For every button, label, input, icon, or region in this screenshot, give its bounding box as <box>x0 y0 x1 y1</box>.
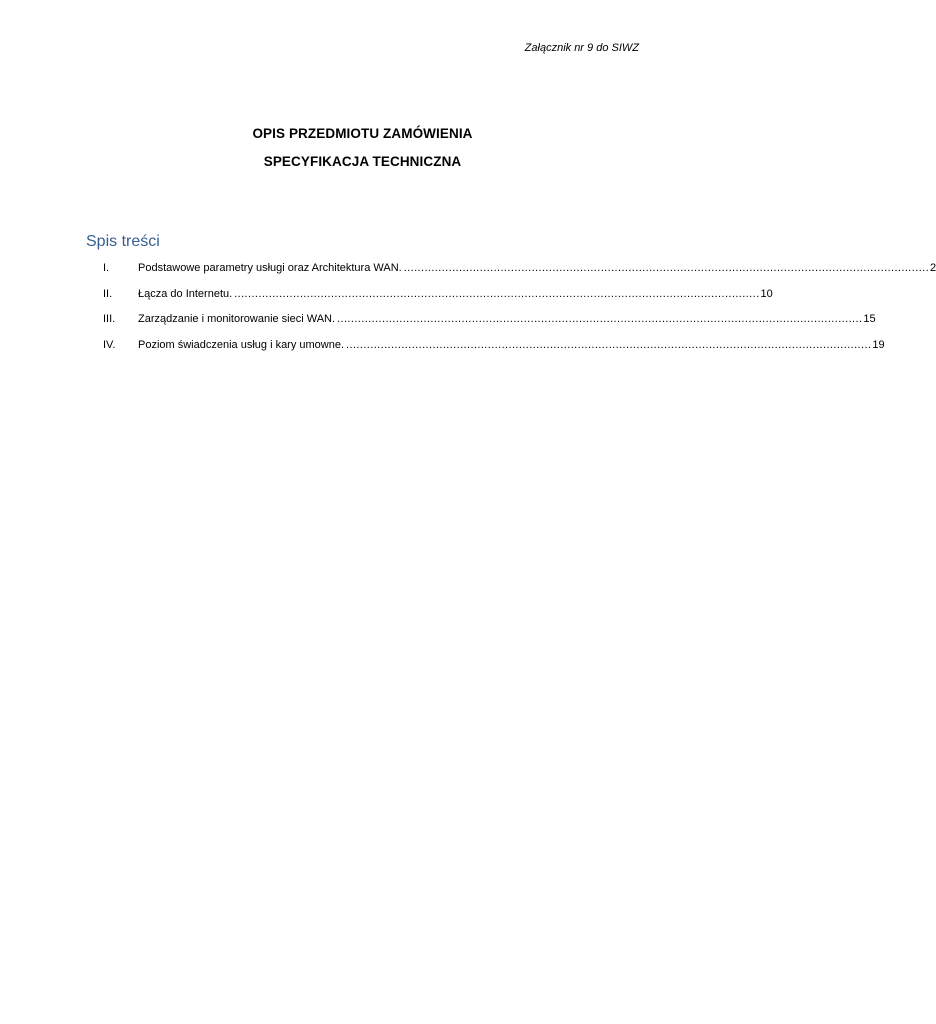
toc-entry-number: II. <box>103 287 113 300</box>
toc-entry-number: I. <box>103 262 110 274</box>
attachment-note: Załącznik nr 9 do SIWZ <box>524 42 639 54</box>
toc-entry-title: Podstawowe parametry usługi oraz Architektura WAN. <box>138 262 402 274</box>
title-line-2: SPECYFIKACJA TECHNICZNA <box>263 154 462 169</box>
toc-entry-page: 2 <box>930 262 936 274</box>
toc-entry-number: III. <box>103 313 116 325</box>
toc-entry[interactable] <box>103 313 876 339</box>
toc-entry[interactable] <box>103 287 773 314</box>
document-title <box>0 120 725 176</box>
toc-dot-leader: ........................................................................................................................................................ <box>337 313 863 325</box>
toc-entry-number: IV. <box>103 338 116 351</box>
toc-entry-title: Poziom świadczenia usług i kary umowne. <box>138 338 345 351</box>
toc-entry-page: 19 <box>872 338 885 351</box>
toc-heading: Spis treści <box>86 233 160 250</box>
table-of-contents <box>103 262 936 364</box>
toc-dot-leader: ........................................................................................................................................................ <box>346 338 872 351</box>
toc-dot-leader: ........................................................................................................................................................ <box>234 287 760 300</box>
title-line-1: OPIS PRZEDMIOTU ZAMÓWIENIA <box>252 126 473 141</box>
toc-entry[interactable] <box>103 262 936 288</box>
toc-entry-title: Zarządzanie i monitorowanie sieci WAN. <box>138 313 336 325</box>
toc-entry-page: 10 <box>760 287 773 300</box>
toc-entry[interactable] <box>103 338 885 365</box>
toc-entry-page: 15 <box>863 313 876 325</box>
toc-dot-leader: ........................................................................................................................................................ <box>403 262 930 274</box>
toc-entry-title: Łącza do Internetu. <box>138 287 233 300</box>
